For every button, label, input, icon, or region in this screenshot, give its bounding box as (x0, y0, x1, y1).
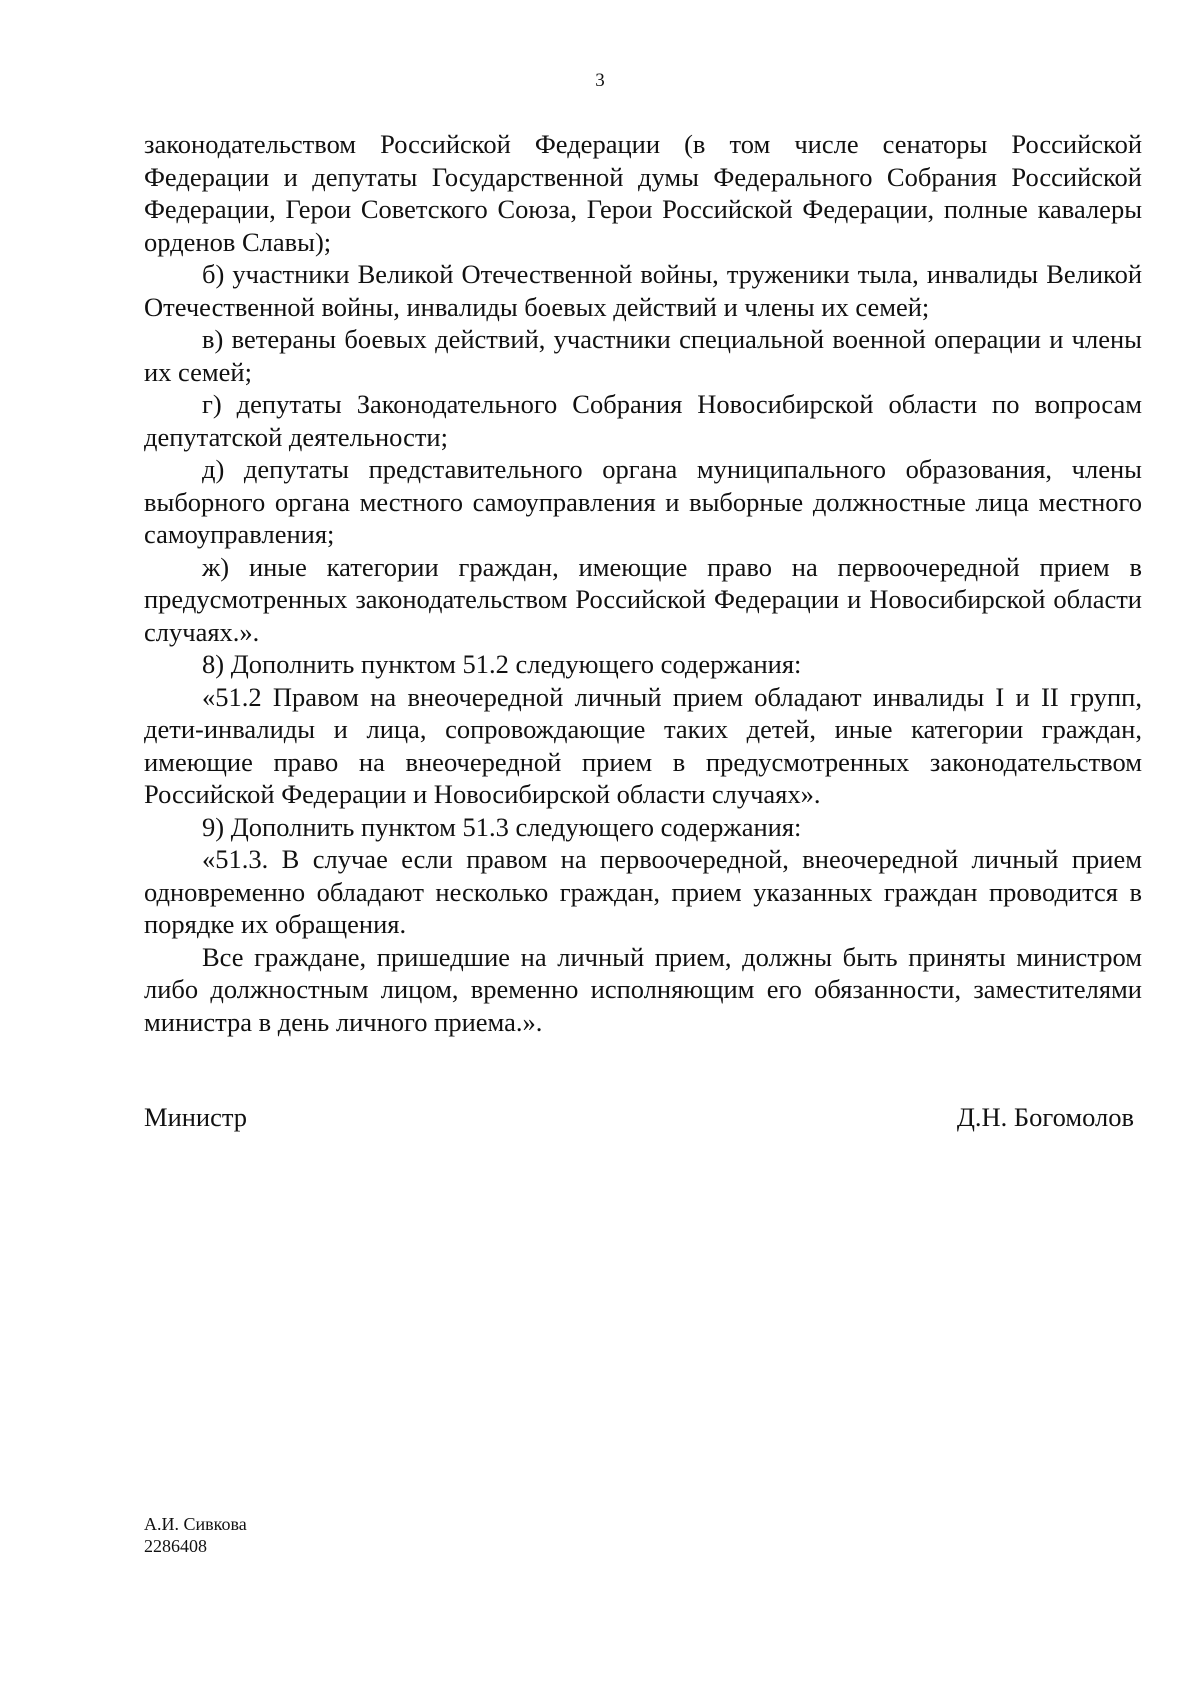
paragraph-point-9: 9) Дополнить пунктом 51.3 следующего содержания: (202, 811, 802, 842)
paragraph-clause-51-3-continued: Все граждане, пришедшие на личный прием, должны быть приняты министром либо должностным лицом, временно исполняющим его обязанности, заместителями министра в день личного приема.». (144, 941, 1142, 1037)
paragraph-item-zh: ж) иные категории граждан, имеющие право на первоочередной прием в предусмотренных законодательством Российской Федерации и Новосибирской области случаях.». (144, 551, 1142, 647)
paragraph-item-d: д) депутаты представительного органа муниципального образования, члены выборного органа местного самоуправления и выборные должностные лица местного самоуправления; (144, 454, 1142, 549)
paragraph-item-g: г) депутаты Законодательного Собрания Новосибирской области по вопросам депутатской деятельности; (144, 389, 1142, 452)
paragraph-clause-51-3: «51.3. В случае если правом на первоочередной, внеочередной личный прием одновременно обладают несколько граждан, прием указанных граждан проводится в порядке их обращения. (144, 844, 1142, 939)
paragraph-continuation: законодательством Российской Федерации (в том числе сенаторы Российской Федерации и депутаты Государственной думы Федерального Собрания Российской Федерации, Герои Советского Союза, Герои Российской Федерации, полные кавалеры орденов Славы); (144, 129, 1142, 257)
paragraph-clause-51-2: «51.2 Правом на внеочередной личный прием обладают инвалиды I и II групп, дети-инвалиды и лица, сопровождающие таких детей, иные категории граждан, имеющие право на внеочередной прием в предусмотренных законодательством Российской Федерации и Новосибирской области случаях». (144, 681, 1142, 809)
executor-phone: 2286408 (144, 1536, 207, 1556)
signatory-title: Министр (144, 1102, 248, 1132)
paragraph-item-v: в) ветераны боевых действий, участники специальной военной операции и члены их семей; (144, 324, 1142, 387)
document-body (144, 128, 1142, 1038)
paragraph-item-b: б) участники Великой Отечественной войны, труженики тыла, инвалиды Великой Отечественной войны, инвалиды боевых действий и члены их семей; (144, 259, 1142, 322)
executor-name: А.И. Сивкова (144, 1514, 247, 1534)
executor-block (144, 1513, 247, 1557)
signatory-name: Д.Н. Богомолов (956, 1102, 1134, 1132)
paragraph-point-8: 8) Дополнить пунктом 51.2 следующего содержания: (202, 649, 802, 679)
page-number: 3 (595, 70, 605, 91)
